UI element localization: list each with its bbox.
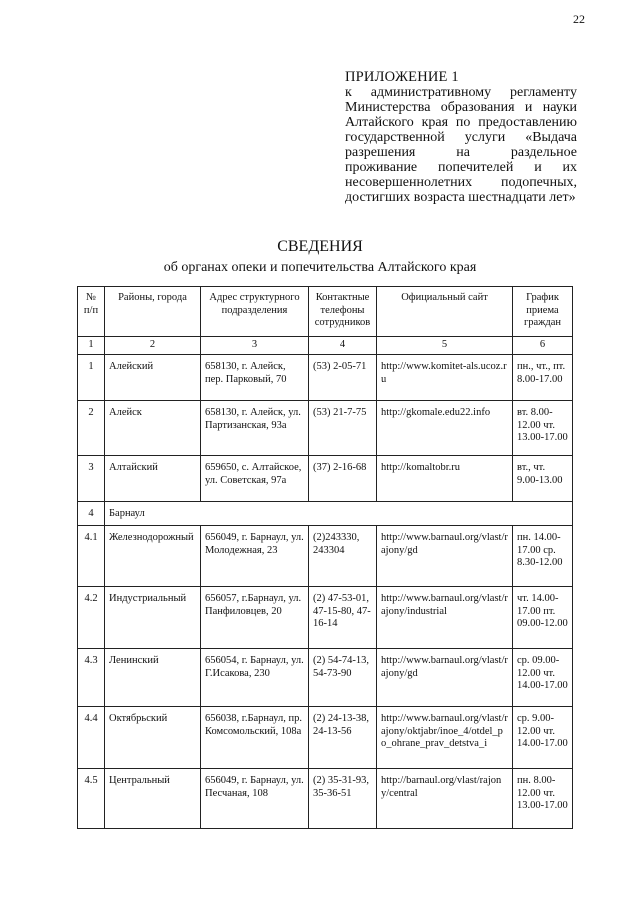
website-cell: http://gkomale.edu22.info (377, 401, 513, 456)
guardianship-table (77, 286, 573, 829)
address-cell: 656057, г.Барнаул, ул. Панфиловцев, 20 (201, 587, 309, 649)
website-cell: http://www.barnaul.org/vlast/rajony/industrial (377, 587, 513, 649)
website-cell: http://www.barnaul.org/vlast/rajony/oktjabr/inoe_4/otdel_po_ohrane_prav_detstva_i (377, 707, 513, 769)
page-number: 22 (573, 12, 585, 26)
website-cell: http://barnaul.org/vlast/rajony/central (377, 769, 513, 829)
website-cell: http://www.barnaul.org/vlast/rajony/gd (377, 649, 513, 707)
schedule-cell: ср. 9.00-12.00 чт. 14.00-17.00 (513, 707, 573, 769)
schedule-cell: чт. 14.00-17.00 пт. 09.00-12.00 (513, 587, 573, 649)
header-cell: Районы, города (105, 287, 201, 337)
phone-cell: (2) 47-53-01, 47-15-80, 47-16-14 (309, 587, 377, 649)
phone-cell: (2) 35-31-93, 35-36-51 (309, 769, 377, 829)
row-number-cell: 4 (78, 502, 105, 526)
row-number-cell: 4.2 (78, 587, 105, 649)
header-cell: Контактные телефоны сотрудников (309, 287, 377, 337)
phone-cell: (2) 54-74-13, 54-73-90 (309, 649, 377, 707)
schedule-cell: пн., чт., пт. 8.00-17.00 (513, 355, 573, 401)
district-cell: Центральный (105, 769, 201, 829)
table-row (78, 401, 573, 456)
appendix-block (345, 70, 577, 205)
row-number-cell: 4.4 (78, 707, 105, 769)
phone-cell: (53) 21-7-75 (309, 401, 377, 456)
district-cell: Ленинский (105, 649, 201, 707)
column-number-row (78, 337, 573, 355)
district-cell: Индустриальный (105, 587, 201, 649)
district-cell: Алтайский (105, 456, 201, 502)
column-number-cell: 6 (513, 337, 573, 355)
schedule-cell: вт. 8.00-12.00 чт. 13.00-17.00 (513, 401, 573, 456)
table-header-row (78, 287, 573, 337)
row-number-cell: 3 (78, 456, 105, 502)
header-cell: График приема граждан (513, 287, 573, 337)
header-cell: Официальный сайт (377, 287, 513, 337)
group-name-cell: Барнаул (105, 502, 573, 526)
column-number-cell: 3 (201, 337, 309, 355)
column-number-cell: 5 (377, 337, 513, 355)
table-row (78, 355, 573, 401)
address-cell: 659650, с. Алтайское, ул. Советская, 97а (201, 456, 309, 502)
document-title: СВЕДЕНИЯ (277, 238, 363, 255)
table-group-row (78, 502, 573, 526)
schedule-cell: ср. 09.00-12.00 чт. 14.00-17.00 (513, 649, 573, 707)
column-number-cell: 2 (105, 337, 201, 355)
website-cell: http://komaltobr.ru (377, 456, 513, 502)
address-cell: 656049, г. Барнаул, ул. Молодежная, 23 (201, 526, 309, 587)
table-row (78, 649, 573, 707)
website-cell: http://www.komitet-als.ucoz.ru (377, 355, 513, 401)
row-number-cell: 2 (78, 401, 105, 456)
appendix-text: к административному регламенту Министерства образования и науки Алтайского края по предоставлению государственной услуги «Выдача разрешения на раздельное проживание попечителей и их несовершеннолетних подопечных, достигших возраста шестнадцати лет» (345, 85, 577, 205)
row-number-cell: 4.3 (78, 649, 105, 707)
row-number-cell: 4.1 (78, 526, 105, 587)
column-number-cell: 1 (78, 337, 105, 355)
table-row (78, 456, 573, 502)
district-cell: Октябрьский (105, 707, 201, 769)
address-cell: 656054, г. Барнаул, ул. Г.Исакова, 230 (201, 649, 309, 707)
table-row (78, 707, 573, 769)
row-number-cell: 4.5 (78, 769, 105, 829)
header-cell: № п/п (78, 287, 105, 337)
header-cell: Адрес структурного подразделения (201, 287, 309, 337)
address-cell: 658130, г. Алейск, пер. Парковый, 70 (201, 355, 309, 401)
phone-cell: (53) 2-05-71 (309, 355, 377, 401)
row-number-cell: 1 (78, 355, 105, 401)
schedule-cell: вт., чт. 9.00-13.00 (513, 456, 573, 502)
district-cell: Алейск (105, 401, 201, 456)
address-cell: 656038, г.Барнаул, пр. Комсомольский, 108а (201, 707, 309, 769)
table-row (78, 587, 573, 649)
phone-cell: (2)243330, 243304 (309, 526, 377, 587)
phone-cell: (2) 24-13-38, 24-13-56 (309, 707, 377, 769)
address-cell: 658130, г. Алейск, ул. Партизанская, 93а (201, 401, 309, 456)
phone-cell: (37) 2-16-68 (309, 456, 377, 502)
document-subtitle: об органах опеки и попечительства Алтайского края (163, 260, 477, 275)
table-row (78, 769, 573, 829)
column-number-cell: 4 (309, 337, 377, 355)
appendix-title: ПРИЛОЖЕНИЕ 1 (345, 69, 459, 85)
schedule-cell: пн. 8.00-12.00 чт. 13.00-17.00 (513, 769, 573, 829)
schedule-cell: пн. 14.00-17.00 ср. 8.30-12.00 (513, 526, 573, 587)
website-cell: http://www.barnaul.org/vlast/rajony/gd (377, 526, 513, 587)
district-cell: Алейский (105, 355, 201, 401)
district-cell: Железнодорожный (105, 526, 201, 587)
table-row (78, 526, 573, 587)
address-cell: 656049, г. Барнаул, ул. Песчаная, 108 (201, 769, 309, 829)
